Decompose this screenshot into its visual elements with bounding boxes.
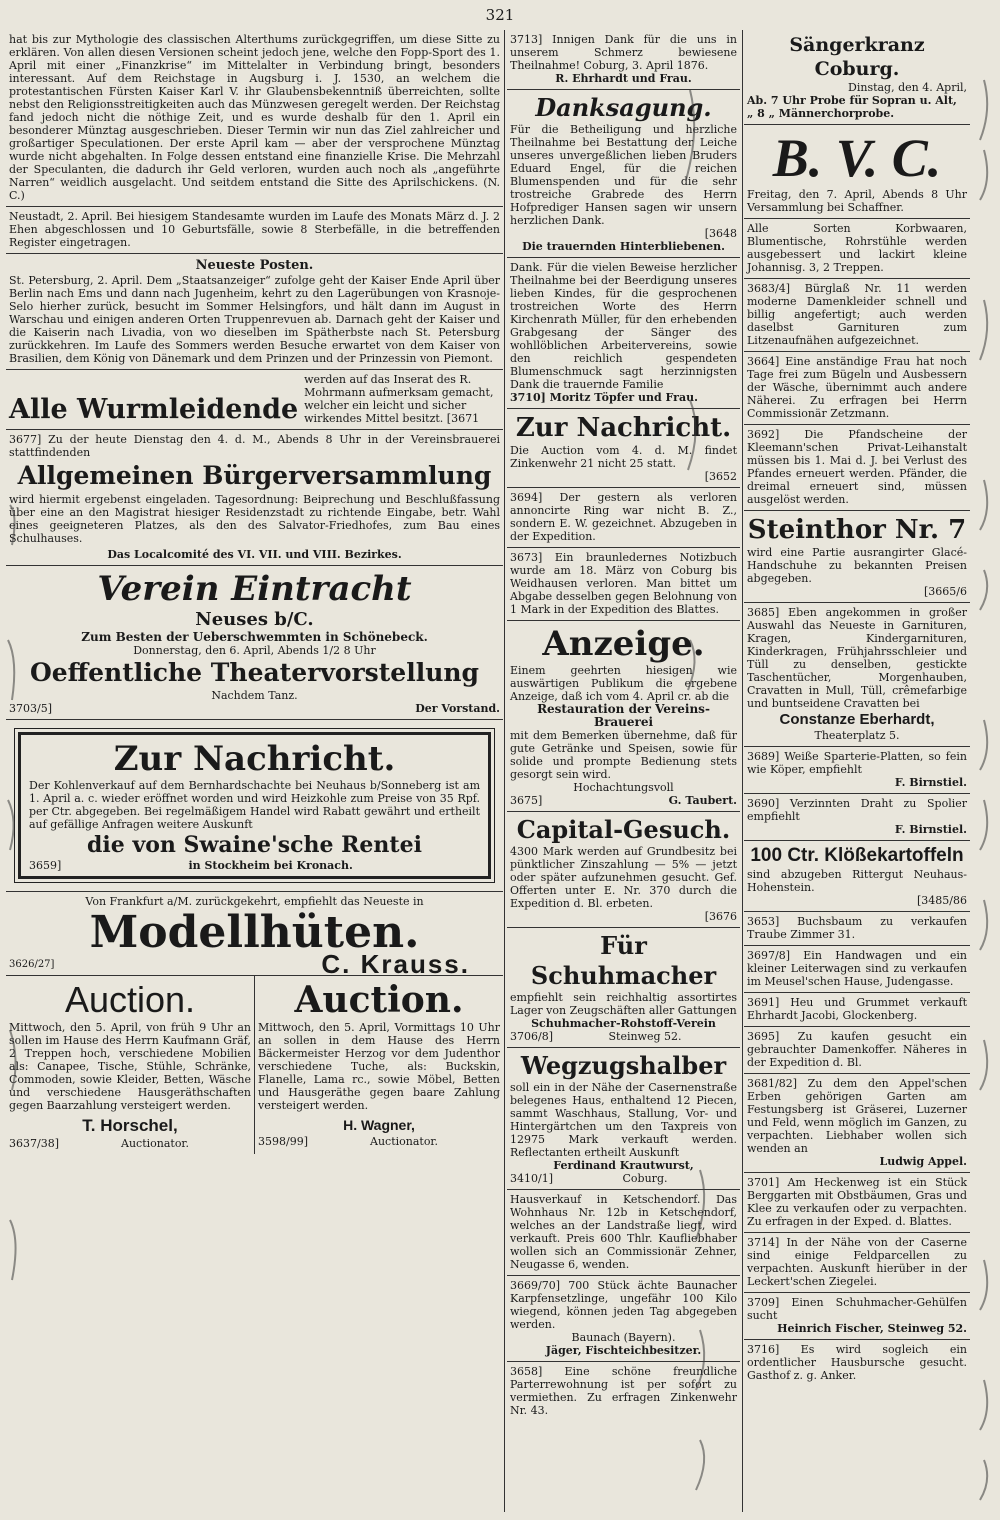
ad-text: „ 8 „ Männerchorprobe.: [747, 107, 895, 120]
ad-title: Alle Wurmleidende: [9, 394, 299, 425]
ad-text: 3713] Innigen Dank für die uns in unserem Schmerz bewiesene Theilnahme! Coburg, 3. April 1876.: [510, 33, 737, 72]
ad-number: [3648: [704, 227, 737, 240]
ad-text: wird hiermit ergebenst eingeladen. Tagesordnung: Beiprechung und Beschlußfassung über eine an den Magistrat hiesiger Residenzstadt zu richtende Eingabe, betr. Wahl eines geeigneteren Platzes, als den des Salvator-Friedhofes, zum Bau eines Schulhauses.: [9, 493, 500, 545]
ad-number: 3703/5]: [9, 702, 52, 715]
ad-text: 4300 Mark werden auf Grundbesitz bei pünktlicher Zinszahlung — 5% — jetzt oder später aufzunehmen gesucht. Gef. Offerten unter E. Nr. 370 durch die Expedition d. Bl. erbeten.: [510, 845, 737, 910]
ad-number: 3675]: [510, 794, 543, 807]
ad-place: Baunach (Bayern).: [571, 1331, 676, 1344]
ad-text: 3695] Zu kaufen gesucht ein gebrauchter Damenkoffer. Näheres in der Expedition d. Bl.: [747, 1030, 967, 1069]
ad-signature: T. Horschel,: [82, 1116, 178, 1135]
pencil-mark: [686, 90, 694, 180]
ad-signature: Jäger, Fischteichbesitzer.: [545, 1344, 702, 1357]
ad-date: Donnerstag, den 6. April, Abends 1/2 8 Uhr: [133, 644, 376, 657]
ad-title: Modellhüten.: [89, 907, 420, 958]
ad-text: werden auf das Inserat des R. Mohrmann aufmerksam gemacht, welcher ein leicht und sicher wirkendes Mittel besitzt.: [304, 373, 494, 425]
ad-text: Alle Sorten Korbwaaren, Blumentische, Rohrstühle werden ausgebessert und lackirt kleine Johannisg. 3, 2 Treppen.: [747, 222, 967, 274]
ad-number: [3676: [704, 910, 737, 923]
ad-date: Dinstag, den 4. April,: [848, 81, 967, 94]
ad-address: Steinweg 52.: [608, 1030, 682, 1043]
pencil-mark: [980, 150, 987, 200]
ad-number: 3410/1]: [510, 1172, 553, 1185]
ad-role: Auctionator.: [121, 1137, 189, 1150]
ad-number: 3637/38]: [9, 1137, 59, 1150]
pencil-mark: [8, 800, 14, 850]
ad-signature: Ferdinand Krautwurst,: [553, 1159, 694, 1172]
ad-text: 3673] Ein braunledernes Notizbuch wurde am 18. März von Coburg bis Weidhausen verloren. Man bittet um Abgabe desselben gegen Belohnung von 1 Mark in der Expedition des Blattes.: [510, 551, 737, 616]
ad-signature: F. Birnstiel.: [894, 823, 967, 836]
article-text: St. Petersburg, 2. April. Dem „Staatsanzeiger“ zufolge geht der Kaiser Ende April über Berlin nach Ems und dann nach Jugenheim, kehrt zu den Lagerübungen von Krasnoje-Selo hierher zurück, besucht im Sommer Helsingfors, und hält dann im August in Warschau und einigen anderen Orten Truppenrevuen ab. Darnach geht der Kaiser und die Kaiserin nach Livadia, von wo dieselben im Spätherbste nach St. Petersburg zurückkehren. Im Laufe des Sommers werden Besuche erwartet von dem Kaiser von Brasilien, dem König von Dänemark und dem Prinzen und der Prinzessin von Piemont.: [9, 274, 500, 365]
ad-text: mit dem Bemerken übernehme, daß für gute Getränke und Speisen, sowie für solide und prompte Bedienung stets gesorgt sein wird.: [510, 729, 737, 781]
ad-title: Capital-Gesuch.: [516, 815, 731, 844]
pencil-mark: [10, 1220, 16, 1280]
pencil-mark: [10, 1030, 16, 1090]
pencil-mark: [980, 300, 987, 360]
pencil-mark: [10, 505, 15, 545]
ad-signature: F. Birnstiel.: [894, 776, 967, 789]
ad-number: [3485/86: [917, 894, 967, 907]
ad-number: [3665/6: [924, 585, 967, 598]
pencil-mark: [980, 1260, 987, 1310]
ad-signature-place: in Stockheim bei Kronach.: [188, 859, 353, 872]
ad-text: 3714] In der Nähe von der Caserne sind einige Feldparcellen zu verpachten. Auskunft hierüber in der Leckert'schen Ziegelei.: [747, 1236, 967, 1288]
ad-number: 3659]: [29, 859, 62, 872]
ad-text: Ab. 7 Uhr Probe für Sopran u. Alt,: [747, 94, 957, 107]
pencil-mark: [980, 80, 987, 140]
pencil-mark: [8, 640, 14, 700]
ad-text: 3690] Verzinnten Draht zu Spolier empfiehlt: [747, 797, 967, 823]
ad-text: Hausverkauf in Ketschendorf. Das Wohnhaus Nr. 12b in Ketschendorf, welches an der Landstraße liegt, wird verkauft. Preis 600 Thlr. Kaufliebhaber wollen sich an Commissionär Zehner, Neugasse 6, wenden.: [510, 1193, 737, 1271]
ad-signature: Constanze Eberhardt,: [779, 711, 935, 728]
section-heading: Neueste Posten.: [195, 258, 314, 273]
ad-address: Theaterplatz 5.: [814, 729, 900, 742]
ad-text: 3697/8] Ein Handwagen und ein kleiner Leiterwagen sind zu verkaufen im Meusel'schen Hause, Judengasse.: [747, 949, 967, 988]
ad-title: Verein Eintracht: [97, 569, 412, 609]
pencil-mark: [980, 800, 987, 850]
ad-title: Danksagung.: [535, 93, 712, 122]
ad-title: Sängerkranz Coburg.: [789, 34, 925, 80]
ad-title: B. V. C.: [772, 128, 942, 188]
pencil-marks: [8, 80, 987, 1500]
ad-number: [3652: [704, 470, 737, 483]
article-text: hat bis zur Mythologie des classischen Alterthums zurückgegriffen, um diese Sitte zu erklären. Von allen diesen Versionen scheint jedoch jene, welche den Fopp-Sport des 1. April mit einer „Finanzkrise“ im Mittelalter in Verbindung bringt, besonders interessant. Auf dem Reichstage in Augsburg i. J. 1530, an welchem die protestantischen Fürsten Kaiser Karl V. ihr Glaubensbekenntniß überreichten, sollte nebst den Religionsstreitigkeiten auch das Münzwesen geregelt werden. Der Reichstag fand jedoch nicht die nöthige Zeit, und es wurde deshalb für den 1. April ein besonderer Münztag ausgeschrieben. Dieser Termin wir nun das Ziel zahlreicher und großartiger Speculationen. Der erste April kam — aber der versprochene Münztag wurde nicht abgehalten. In Folge dessen entstand eine finanzielle Krise. Die Mehrzahl der Speculanten, die dadurch ihr Geld verloren, wurden auch noch als „angeführte Narren“ weidlich ausgelacht. Und seitdem entstand die Sitte des Aprilschickens. (N. C.): [9, 33, 500, 202]
ad-title: Wegzugshalber: [520, 1051, 727, 1080]
ad-signature: Schuhmacher-Rohstoff-Verein: [531, 1017, 716, 1030]
ad-text: 3685] Eben angekommen in großer Auswahl das Neueste in Garnituren, Kragen, Kindergarnituren, Kinderkragen, Frühjahrsschleier und Tüll zu denselben, gestickte Taschentücher, Morgenhauben, Cravatten in Mull, Tüll, crêmefarbige und buntseidene Cravatten bei: [747, 606, 967, 710]
pencil-mark: [688, 400, 696, 470]
ad-text: 3664] Eine anständige Frau hat noch Tage frei zum Bügeln und Ausbessern der Wäsche, übernimmt auch andere Näherei. Zu erfragen bei Herrn Commissionär Zetzmann.: [747, 355, 967, 420]
ad-text: 3716] Es wird sogleich ein ordentlicher Hausbursche gesucht. Gasthof z. g. Anker.: [747, 1343, 967, 1382]
ad-text: 3709] Einen Schuhmacher-Gehülfen sucht: [747, 1296, 967, 1322]
ad-number: 3626/27]: [9, 959, 55, 970]
ad-signature: Ludwig Appel.: [879, 1155, 967, 1168]
ad-text: soll ein in der Nähe der Casernenstraße belegenes Haus, enthaltend 12 Piecen, sammt Waschhaus, Stallung, Vor- und Hintergärtchen um den Taxpreis von 12975 Mark verkauft werden. Reflectanten ertheilt Auskunft: [510, 1081, 737, 1159]
ad-text: Nachdem Tanz.: [211, 689, 298, 702]
ad-place: Coburg.: [622, 1172, 668, 1185]
ad-number: 3598/99]: [258, 1135, 308, 1148]
ad-signature: G. Taubert.: [668, 794, 737, 807]
ad-signature: Heinrich Fischer, Steinweg 52.: [777, 1322, 967, 1335]
ad-title: Anzeige.: [542, 624, 705, 664]
pencil-mark: [980, 570, 987, 610]
ad-text: Die Auction vom 4. d. M. findet Zinkenwehr 21 nicht 25 statt.: [510, 444, 737, 470]
ad-text: sind abzugeben Rittergut Neuhaus-Hohenstein.: [747, 868, 967, 894]
pencil-mark: [688, 640, 695, 690]
pencil-mark: [696, 1440, 704, 1490]
ad-role: Auctionator.: [370, 1135, 438, 1148]
ad-signature: Das Localcomité des VI. VII. und VIII. Bezirkes.: [107, 548, 402, 561]
pencil-mark: [980, 720, 987, 770]
ad-text: Einem geehrten hiesigen wie auswärtigen Publikum die ergebene Anzeige, daß ich vom 4. April cr. ab die: [510, 664, 737, 703]
ad-title: Zur Nachricht.: [113, 739, 396, 779]
page-number: 321: [485, 6, 515, 24]
ad-text: Dank. Für die vielen Beweise herzlicher Theilnahme bei der Beerdigung unseres lieben Kindes, für die gesprochenen trostreichen Worte des Herrn Kirchenrath Müller, für den erhebenden Grabgesang der Sänger des wohllöblichen Arbeitervereins, sowie den reichlich gespendeten Blumenschmuck sagt herzinnigsten Dank die trauernde Familie: [510, 261, 737, 391]
ad-text: Von Frankfurt a/M. zurückgekehrt, empfiehlt das Neueste in: [85, 895, 424, 908]
ad-text: 3701] Am Heckenweg ist ein Stück Berggarten mit Obstbäumen, Gras und Klee zu verkaufen oder zu verpachten. Zu erfragen in der Exped. d. Blattes.: [747, 1176, 967, 1228]
ad-text: Für die Betheiligung und herzliche Theilnahme bei Bestattung der Leiche unseres unvergeßlichen lieben Bruders Eduard Engel, für die reichen Blumenspenden und für die sehr trostreiche Grabrede des Herrn Hofprediger Hansen sagen wir unsern herzlichen Dank.: [510, 123, 737, 227]
ad-title-big: Oeffentliche Theatervorstellung: [29, 658, 480, 687]
pencil-mark: [980, 900, 987, 950]
ad-text: 3689] Weiße Sparterie-Platten, so fein wie Köper, empfiehlt: [747, 750, 967, 776]
ad-greeting: Hochachtungsvoll: [573, 781, 674, 794]
ad-text: Zum Besten der Ueberschwemmten in Schönebeck.: [81, 630, 428, 644]
pencil-mark: [980, 480, 987, 530]
ad-title: Für Schuhmacher: [530, 931, 717, 990]
ad-text: 3692] Die Pfandscheine der Kleemann'schen Privat-Leihanstalt müssen bis 1. Mai d. J. bei Verlust des Pfandes erneuert werden. Pfänder, die dreimal erneuert sind, müssen ausgelöst werden.: [747, 428, 967, 506]
ad-text: Mittwoch, den 5. April, Vormittags 10 Uhr an sollen in dem Hause des Herrn Bäckermeister Herzog vor dem Judenthor verschiedene Tuche, als: Buckskin, Flanelle, Lama rc., sowie Möbel, Betten und Hausgeräthe gegen baare Zahlung versteigert werden.: [258, 1021, 500, 1112]
ad-text: 3677] Zu der heute Dienstag den 4. d. M., Abends 8 Uhr in der Vereinsbrauerei stattfindenden: [9, 433, 500, 459]
pencil-mark: [696, 1330, 704, 1390]
pencil-mark: [980, 1380, 987, 1430]
ad-text: 3694] Der gestern als verloren annoncirte Ring war nicht B. Z., sondern E. W. gezeichnet. Abzugeben in der Expedition.: [510, 491, 737, 543]
ad-text: Der Kohlenverkauf auf dem Bernhardschachte bei Neuhaus b/Sonneberg ist am 1. April a. c. wieder eröffnet worden und wird Heizkohle zum Preise von 35 Rpf. per Ctr. abgegeben. Bei regelmäßigem Handel wird Rabatt gewährt und ertheilt auf gefällige Anfragen weitere Auskunft: [29, 779, 480, 831]
article-text: Neustadt, 2. April. Bei hiesigem Standesamte wurden im Laufe des Monats März d. J. 2 Ehen abgeschlossen und 10 Geburtsfälle, sowie 8 Sterbefälle, in die betreffenden Register eingetragen.: [9, 210, 500, 249]
ad-text: Freitag, den 7. April, Abends 8 Uhr Versammlung bei Schaffner.: [747, 188, 967, 214]
ad-text: 3683/4] Bürglaß Nr. 11 werden moderne Damenkleider schnell und billig angefertigt; auch werden daselbst Garnituren zum Litzenaufnähen aufgezeichnet.: [747, 282, 967, 347]
ad-text: 3691] Heu und Grummet verkauft Ehrhardt Jacobi, Glockenberg.: [747, 996, 967, 1022]
ad-text: 3653] Buchsbaum zu verkaufen Traube Zimmer 31.: [747, 915, 967, 941]
ad-signature: H. Wagner,: [343, 1117, 415, 1133]
pencil-mark: [696, 1170, 704, 1240]
ad-text: empfiehlt sein reichhaltig assortirtes Lager von Zeugschäften aller Gattungen: [510, 991, 737, 1017]
ad-text: 3669/70] 700 Stück ächte Baunacher Karpfensetzlinge, ungefähr 100 Kilo wiegend, können jeden Tag abgegeben werden.: [510, 1279, 737, 1331]
ad-text: wird eine Partie ausrangirter Glacé-Handschuhe zu bekannten Preisen abgegeben.: [747, 546, 967, 585]
ad-place: Restauration der Vereins-Brauerei: [537, 702, 710, 729]
ad-signature: R. Ehrhardt und Frau.: [555, 72, 692, 85]
ad-signature: 3710] Moritz Töpfer und Frau.: [510, 391, 698, 404]
ad-text: Mittwoch, den 5. April, von früh 9 Uhr an sollen im Hause des Herrn Kaufmann Gräf, 2 Treppen hoch, verschiedene Mobilien als: Canapee, Tische, Stühle, Schränke, Commoden, sowie Kleider, Betten, Wäsche und verschiedene Hausgeräthschaften gegen Baarzahlung versteigert werden.: [9, 1021, 251, 1112]
ad-signature: C. Krauss.: [321, 949, 470, 979]
ad-title: Auction.: [294, 979, 464, 1021]
ad-title: Zur Nachricht.: [515, 413, 732, 443]
ad-title: Allgemeinen Bürgerversammlung: [17, 461, 492, 490]
ad-text: 3658] Eine schöne freundliche Parterrewohnung ist per sofort zu vermiethen. Zu erfragen Zinkenwehr Nr. 43.: [510, 1365, 737, 1417]
ad-text: 3681/82] Zu dem den Appel'schen Erben gehörigen Garten am Festungsberg ist Gräserei, Luzerner und Feld, wenn möglich im Ganzen, zu verpachten. Liebhaber wollen sich wenden an: [747, 1077, 967, 1155]
ad-subtitle: Neuses b/C.: [195, 609, 314, 630]
ad-title: Steinthor Nr. 7: [747, 515, 967, 545]
ad-title: 100 Ctr. Klößekartoffeln: [750, 845, 964, 866]
pencil-mark: [980, 1040, 987, 1090]
ad-number: [3671: [446, 412, 480, 425]
ad-signature: Die trauernden Hinterbliebenen.: [522, 240, 725, 253]
ad-number: 3706/8]: [510, 1030, 553, 1043]
ad-title: Auction.: [64, 979, 196, 1020]
pencil-mark: [980, 1460, 987, 1500]
ad-signature: Der Vorstand.: [415, 702, 500, 715]
ad-signature: die von Swaine'sche Rentei: [87, 832, 422, 858]
